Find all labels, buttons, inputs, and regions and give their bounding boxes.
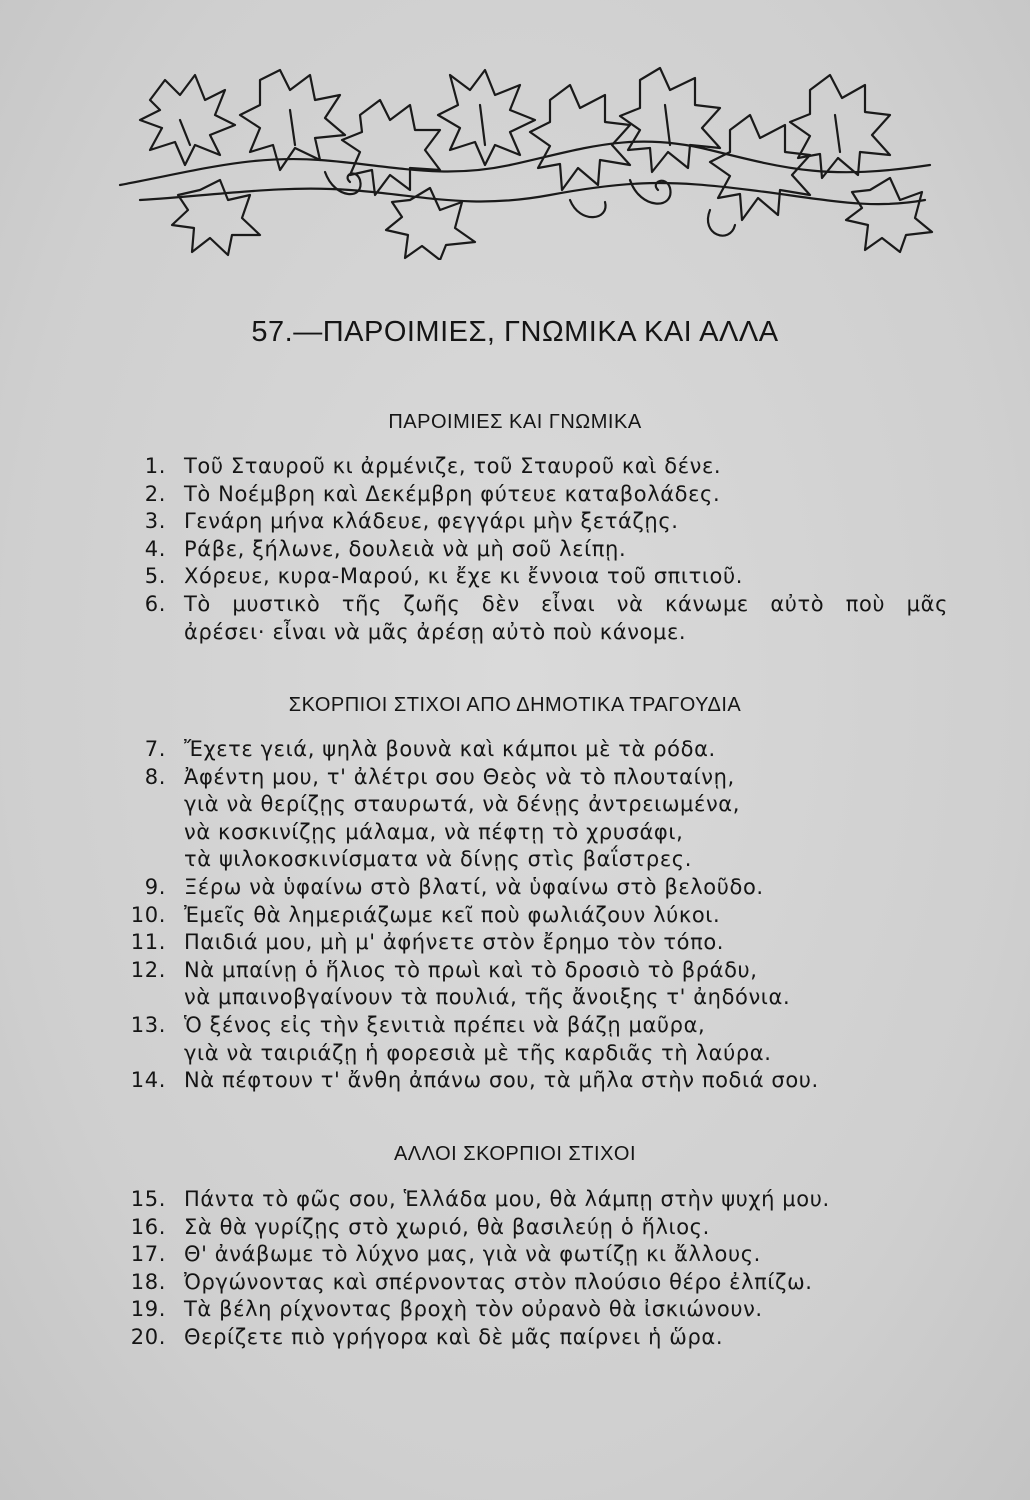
item-text: Παιδιά μου, μὴ μ' ἀφήνετε στὸν ἔρημο τὸν τόπο. [184,930,725,955]
item-text: Ἀφέντη μου, τ' ἀλέτρι σου Θεὸς νὰ τὸ πλουταίνῃ, [184,764,735,789]
item-text: Ἔχετε γειά, ψηλὰ βουνὰ καὶ κάμποι μὲ τὰ ρόδα. [184,737,716,761]
item-number: 11. [130,930,166,955]
list-item [118,508,948,536]
item-number: 13. [130,1012,166,1037]
section-heading-folk-verses: ΣΚΟΡΠΙΟΙ ΣΤΙΧΟΙ ΑΠΟ ΔΗΜΟΤΙΚΑ ΤΡΑΓΟΥΔΙΑ [288,694,742,716]
item-number: 1. [144,454,166,478]
item-number: 15. [130,1187,166,1211]
list-item [118,1269,948,1297]
item-number: 20. [130,1324,166,1349]
list-item [118,1067,948,1095]
list-item [118,453,948,481]
list-item [118,764,948,874]
item-number: 19. [130,1297,166,1322]
item-number: 2. [144,481,166,506]
item-number: 12. [130,957,166,982]
item-number: 8. [144,764,166,789]
section-heading-other-verses: ΑΛΛΟΙ ΣΚΟΡΠΙΟΙ ΣΤΙΧΟΙ [393,1143,637,1165]
item-text: Ξέρω νὰ ὑφαίνω στὸ βλατί, νὰ ὑφαίνω στὸ βελοῦδο. [184,874,764,899]
list-item [118,957,948,1012]
item-number: 4. [144,536,166,561]
item-text: Ὀργώνοντας καὶ σπέρνοντας στὸν πλούσιο θέρο ἐλπίζω. [184,1269,813,1294]
list-item [118,591,948,646]
item-number: 14. [130,1068,166,1093]
item-text: νὰ μπαινοβγαίνουν τὰ πουλιά, τῆς ἄνοιξης τ' ἀηδόνια. [184,985,791,1010]
item-number: 9. [144,874,166,899]
vine-leaf-ornament [110,60,940,260]
item-text: νὰ κοσκινίζῃς μάλαμα, νὰ πέφτῃ τὸ χρυσάφι, [184,819,684,844]
item-text: Θ' ἀνάβωμε τὸ λύχνο μας, γιὰ νὰ φωτίζῃ κι ἄλλους. [184,1242,761,1267]
item-number: 5. [144,564,166,589]
item-text: γιὰ νὰ ταιριάζῃ ἡ φορεσιὰ μὲ τῆς καρδιᾶς τὴ λαύρα. [184,1040,772,1065]
item-text: Ράβε, ξήλωνε, δουλειὰ νὰ μὴ σοῦ λείπῃ. [184,536,627,561]
list-item [118,1324,948,1352]
list-item [118,1012,948,1067]
folk-verses-list [118,736,948,1095]
other-verses-list [118,1186,948,1352]
item-text: Θερίζετε πιὸ γρήγορα καὶ δὲ μᾶς παίρνει ἡ ὥρα. [184,1324,724,1349]
item-number: 7. [144,737,166,761]
list-item [118,874,948,902]
item-text: τὰ ψιλοκοσκινίσματα νὰ δίνῃς στὶς βαΐστρες. [184,847,693,872]
item-text: Τὰ βέλη ρίχνοντας βροχὴ τὸν οὐρανὸ θὰ ἰσκιώνουν. [184,1297,763,1322]
proverbs-list [118,453,948,646]
item-text: Πάντα τὸ φῶς σου, Ἑλλάδα μου, θὰ λάμπῃ στὴν ψυχή μου. [184,1187,830,1211]
item-text: Τὸ Νοέμβρη καὶ Δεκέμβρη φύτευε καταβολάδες. [184,481,721,506]
list-item [118,902,948,930]
item-number: 17. [130,1242,166,1267]
list-item [118,563,948,591]
item-text: Νὰ πέφτουν τ' ἄνθη ἀπάνω σου, τὰ μῆλα στὴν ποδιά σου. [184,1068,819,1093]
list-item [118,1186,948,1214]
section-heading-proverbs: ΠΑΡΟΙΜΙΕΣ ΚΑΙ ΓΝΩΜΙΚΑ [388,411,642,433]
item-text: γιὰ νὰ θερίζῃς σταυρωτά, νὰ δένῃς ἀντρειωμένα, [184,792,741,817]
list-item [118,1214,948,1242]
item-text: Νὰ μπαίνῃ ὁ ἥλιος τὸ πρωὶ καὶ τὸ δροσιὸ τὸ βράδυ, [184,957,758,982]
item-number: 3. [144,509,166,534]
list-item [118,1241,948,1269]
item-text: Σὰ θὰ γυρίζῃς στὸ χωριό, θὰ βασιλεύῃ ὁ ἥλιος. [184,1214,710,1239]
item-number: 6. [144,591,166,616]
list-item [118,1296,948,1324]
item-number: 10. [130,902,166,927]
item-number: 16. [130,1214,166,1239]
item-text: Τὸ μυστικὸ τῆς ζωῆς δὲν εἶναι νὰ κάνωμε αὐτὸ ποὺ μᾶς [184,591,948,616]
item-text: Ἐμεῖς θὰ λημεριάζωμε κεῖ ποὺ φωλιάζουν λύκοι. [184,902,721,927]
item-text: Τοῦ Σταυροῦ κι ἀρμένιζε, τοῦ Σταυροῦ καὶ δένε. [184,454,722,478]
page-title: 57.—ΠΑΡΟΙΜΙΕΣ, ΓΝΩΜΙΚΑ ΚΑΙ ΑΛΛΑ [251,316,779,348]
item-number: 18. [130,1269,166,1294]
item-text: Γενάρη μήνα κλάδευε, φεγγάρι μὴν ξετάζῃς. [184,509,679,534]
list-item [118,481,948,509]
item-text: Ὁ ξένος εἰς τὴν ξενιτιὰ πρέπει νὰ βάζῃ μαῦρα, [184,1012,706,1037]
list-item [118,536,948,564]
list-item [118,736,948,764]
item-text: Χόρευε, κυρα-Μαρού, κι ἔχε κι ἔννοια τοῦ σπιτιοῦ. [184,564,743,589]
list-item [118,929,948,957]
item-text: ἀρέσει· εἶναι νὰ μᾶς ἀρέσῃ αὐτὸ ποὺ κάνομε. [184,619,687,644]
